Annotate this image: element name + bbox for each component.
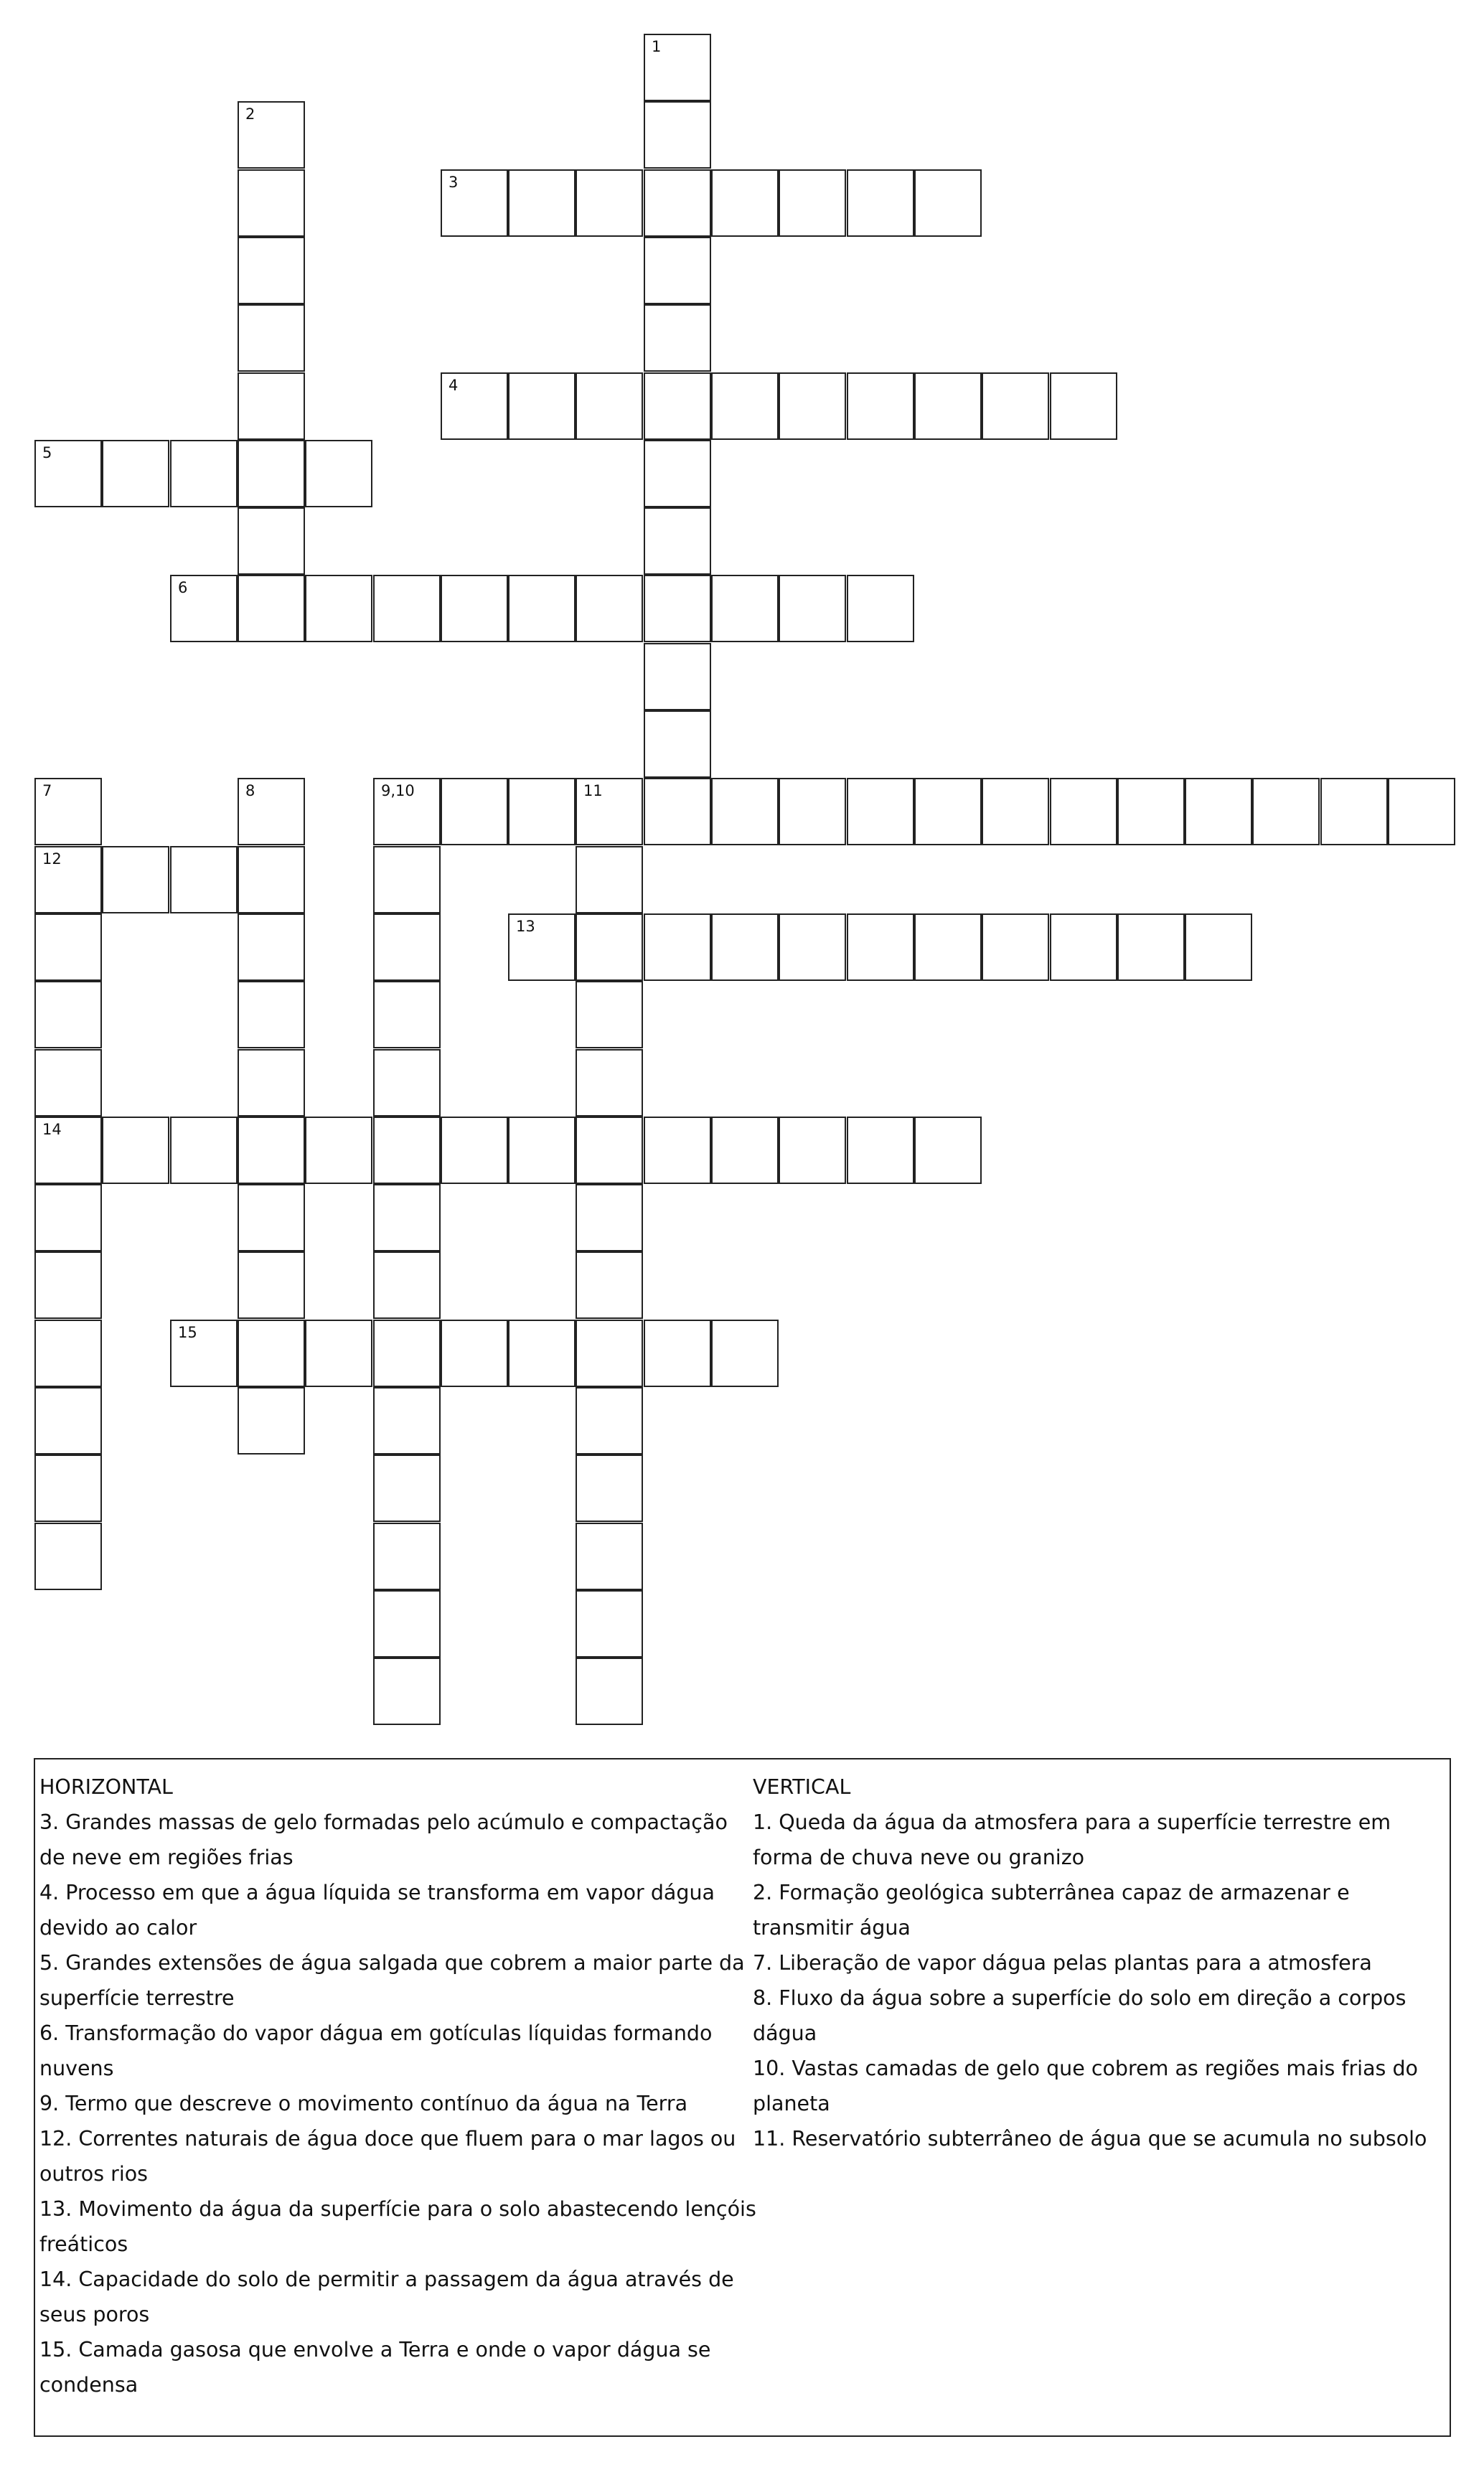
grid-cell[interactable] [238, 169, 305, 237]
clue-across-13: 13. Movimento da água da superfície para o solo abastecendo lençóis freáticos [39, 2197, 756, 2256]
grid-cell[interactable] [711, 169, 779, 237]
grid-cell[interactable] [102, 846, 169, 913]
grid-cell[interactable] [238, 507, 305, 575]
grid-cell[interactable] [170, 1117, 238, 1184]
grid-cell[interactable] [373, 1117, 441, 1184]
grid-cell[interactable] [170, 1320, 238, 1387]
grid-cell[interactable] [644, 440, 711, 507]
grid-cell[interactable] [576, 169, 643, 237]
clue-down-8: 8. Fluxo da água sobre a superfície do solo em direção a corpos dágua [753, 1986, 1406, 2045]
grid-cell[interactable] [711, 913, 779, 981]
grid-cell[interactable] [373, 575, 441, 642]
grid-cell[interactable] [847, 575, 914, 642]
grid-cell[interactable] [508, 1320, 576, 1387]
grid-cell[interactable] [441, 1117, 508, 1184]
grid-cell[interactable] [34, 1455, 102, 1522]
horizontal-clues [39, 1770, 757, 2402]
grid-cell[interactable] [373, 1523, 441, 1590]
grid-cell[interactable] [238, 1117, 305, 1184]
grid-cell[interactable] [576, 846, 643, 913]
grid-cell[interactable] [373, 981, 441, 1048]
cell-number: 6 [178, 579, 188, 596]
grid-cell[interactable] [779, 169, 846, 237]
grid-cell[interactable] [508, 575, 576, 642]
grid-cell[interactable] [441, 778, 508, 845]
grid-cell[interactable] [576, 1184, 643, 1251]
grid-cell[interactable] [576, 1117, 643, 1184]
grid-cell[interactable] [847, 778, 914, 845]
grid-cell[interactable] [1050, 778, 1117, 845]
grid-cell[interactable] [170, 846, 238, 913]
grid-cell[interactable] [982, 913, 1049, 981]
grid-cell[interactable] [779, 372, 846, 440]
grid-cell[interactable] [914, 913, 982, 981]
grid-cell[interactable] [644, 913, 711, 981]
grid-cell[interactable] [576, 1455, 643, 1522]
grid-cell[interactable] [238, 575, 305, 642]
cell-number: 8 [245, 782, 255, 799]
grid-cell[interactable] [644, 169, 711, 237]
grid-cell[interactable] [508, 913, 576, 981]
grid-cell[interactable] [441, 169, 508, 237]
grid-cell[interactable] [373, 1590, 441, 1658]
grid-cell[interactable] [238, 372, 305, 440]
grid-cell[interactable] [34, 913, 102, 981]
grid-cell[interactable] [644, 1320, 711, 1387]
grid-cell[interactable] [779, 575, 846, 642]
grid-cell[interactable] [576, 981, 643, 1048]
grid-cell[interactable] [102, 1117, 169, 1184]
grid-cell[interactable] [34, 1117, 102, 1184]
grid-cell[interactable] [34, 440, 102, 507]
grid-cell[interactable] [238, 981, 305, 1048]
grid-cell[interactable] [238, 778, 305, 845]
grid-cell[interactable] [576, 913, 643, 981]
grid-cell[interactable] [238, 440, 305, 507]
grid-cell[interactable] [779, 913, 846, 981]
clue-across-12: 12. Correntes naturais de água doce que fluem para o mar lagos ou outros rios [39, 2127, 736, 2186]
grid-cell[interactable] [711, 1320, 779, 1387]
cell-number: 12 [42, 850, 62, 868]
cell-number: 15 [178, 1324, 197, 1341]
grid-cell[interactable] [847, 169, 914, 237]
grid-cell[interactable] [1388, 778, 1455, 845]
grid-cell[interactable] [1320, 778, 1388, 845]
cell-number: 11 [583, 782, 603, 799]
grid-cell[interactable] [644, 101, 711, 169]
cell-number: 14 [42, 1121, 62, 1138]
grid-cell[interactable] [576, 1523, 643, 1590]
grid-cell[interactable] [34, 1523, 102, 1590]
grid-cell[interactable] [373, 1251, 441, 1319]
cell-number: 13 [516, 918, 535, 935]
grid-cell[interactable] [238, 101, 305, 169]
cell-number: 5 [42, 444, 52, 461]
grid-cell[interactable] [373, 1049, 441, 1117]
grid-cell[interactable] [238, 237, 305, 304]
grid-cell[interactable] [34, 981, 102, 1048]
grid-cell[interactable] [1050, 913, 1117, 981]
grid-cell[interactable] [779, 1117, 846, 1184]
grid-cell[interactable] [576, 575, 643, 642]
grid-cell[interactable] [914, 1117, 982, 1184]
clue-down-1: 1. Queda da água da atmosfera para a superfície terrestre em forma de chuva neve ou granizo [753, 1810, 1391, 1869]
grid-cell[interactable] [914, 169, 982, 237]
clue-across-4: 4. Processo em que a água líquida se transforma em vapor dágua devido ao calor [39, 1881, 715, 1940]
grid-cell[interactable] [34, 1251, 102, 1319]
grid-cell[interactable] [644, 237, 711, 304]
grid-cell[interactable] [711, 1117, 779, 1184]
grid-cell[interactable] [644, 1117, 711, 1184]
grid-cell[interactable] [373, 1658, 441, 1725]
grid-cell[interactable] [644, 372, 711, 440]
grid-cell[interactable] [644, 575, 711, 642]
grid-cell[interactable] [238, 1049, 305, 1117]
clue-across-3: 3. Grandes massas de gelo formadas pelo acúmulo e compactação de neve em regiões frias [39, 1810, 728, 1869]
cell-number: 4 [449, 377, 459, 394]
grid-cell[interactable] [644, 507, 711, 575]
grid-cell[interactable] [170, 575, 238, 642]
grid-cell[interactable] [914, 372, 982, 440]
grid-cell[interactable] [373, 1320, 441, 1387]
grid-cell[interactable] [508, 1117, 576, 1184]
grid-cell[interactable] [373, 846, 441, 913]
grid-cell[interactable] [576, 778, 643, 845]
clue-down-11: 11. Reservatório subterrâneo de água que se acumula no subsolo [753, 2127, 1427, 2151]
grid-cell[interactable] [982, 372, 1049, 440]
grid-cell[interactable] [238, 1184, 305, 1251]
grid-cell[interactable] [238, 304, 305, 372]
grid-cell[interactable] [914, 778, 982, 845]
horizontal-heading: HORIZONTAL [39, 1775, 173, 1799]
clue-across-14: 14. Capacidade do solo de permitir a passagem da água através de seus poros [39, 2268, 734, 2326]
grid-cell[interactable] [644, 643, 711, 710]
grid-cell[interactable] [441, 575, 508, 642]
grid-cell[interactable] [373, 1184, 441, 1251]
grid-cell[interactable] [644, 304, 711, 372]
grid-cell[interactable] [576, 1658, 643, 1725]
grid-cell[interactable] [238, 913, 305, 981]
grid-cell[interactable] [34, 1184, 102, 1251]
grid-cell[interactable] [508, 372, 576, 440]
clue-down-7: 7. Liberação de vapor dágua pelas plantas para a atmosfera [753, 1951, 1372, 1975]
clue-across-5: 5. Grandes extensões de água salgada que cobrem a maior parte da superfície terrestre [39, 1951, 745, 2010]
grid-cell[interactable] [982, 778, 1049, 845]
grid-cell[interactable] [238, 1320, 305, 1387]
grid-cell[interactable] [644, 34, 711, 101]
grid-cell[interactable] [576, 372, 643, 440]
grid-cell[interactable] [305, 1117, 372, 1184]
clue-across-6: 6. Transformação do vapor dágua em gotículas líquidas formando nuvens [39, 2021, 713, 2080]
grid-cell[interactable] [1185, 913, 1252, 981]
vertical-heading: VERTICAL [753, 1775, 851, 1799]
grid-cell[interactable] [508, 778, 576, 845]
grid-cell[interactable] [373, 778, 441, 845]
clue-across-15: 15. Camada gasosa que envolve a Terra e onde o vapor dágua se condensa [39, 2338, 711, 2397]
grid-cell[interactable] [576, 1320, 643, 1387]
grid-cell[interactable] [34, 778, 102, 845]
grid-cell[interactable] [779, 778, 846, 845]
grid-cell[interactable] [1252, 778, 1320, 845]
grid-cell[interactable] [847, 1117, 914, 1184]
grid-cell[interactable] [711, 575, 779, 642]
grid-cell[interactable] [711, 372, 779, 440]
grid-cell[interactable] [508, 169, 576, 237]
cell-number: 2 [245, 105, 255, 123]
grid-cell[interactable] [34, 1387, 102, 1455]
clue-down-2: 2. Formação geológica subterrânea capaz de armazenar e transmitir água [753, 1881, 1350, 1940]
grid-cell[interactable] [34, 1049, 102, 1117]
grid-cell[interactable] [576, 1590, 643, 1658]
grid-cell[interactable] [373, 1387, 441, 1455]
grid-cell[interactable] [644, 778, 711, 845]
grid-cell[interactable] [305, 1320, 372, 1387]
grid-cell[interactable] [238, 1251, 305, 1319]
grid-cell[interactable] [1117, 913, 1185, 981]
grid-cell[interactable] [238, 846, 305, 913]
grid-cell[interactable] [373, 913, 441, 981]
vertical-clues [753, 1770, 1445, 2156]
grid-cell[interactable] [711, 778, 779, 845]
grid-cell[interactable] [441, 372, 508, 440]
grid-cell[interactable] [102, 440, 169, 507]
cell-number: 7 [42, 782, 52, 799]
grid-cell[interactable] [238, 1387, 305, 1455]
clue-box [34, 1758, 1451, 2437]
grid-cell[interactable] [847, 913, 914, 981]
cell-number: 3 [449, 174, 459, 191]
grid-cell[interactable] [1117, 778, 1185, 845]
grid-cell[interactable] [576, 1251, 643, 1319]
grid-cell[interactable] [847, 372, 914, 440]
grid-cell[interactable] [34, 1320, 102, 1387]
grid-cell[interactable] [34, 846, 102, 913]
clue-across-9: 9. Termo que descreve o movimento contínuo da água na Terra [39, 2092, 688, 2115]
grid-cell[interactable] [576, 1049, 643, 1117]
grid-cell[interactable] [644, 710, 711, 778]
grid-cell[interactable] [1185, 778, 1252, 845]
grid-cell[interactable] [305, 440, 372, 507]
grid-cell[interactable] [441, 1320, 508, 1387]
grid-cell[interactable] [170, 440, 238, 507]
grid-cell[interactable] [373, 1455, 441, 1522]
clue-down-10: 10. Vastas camadas de gelo que cobrem as regiões mais frias do planeta [753, 2057, 1418, 2115]
cell-number: 1 [652, 38, 662, 55]
grid-cell[interactable] [576, 1387, 643, 1455]
grid-cell[interactable] [1050, 372, 1117, 440]
cell-number: 9,10 [381, 782, 415, 799]
grid-cell[interactable] [305, 575, 372, 642]
